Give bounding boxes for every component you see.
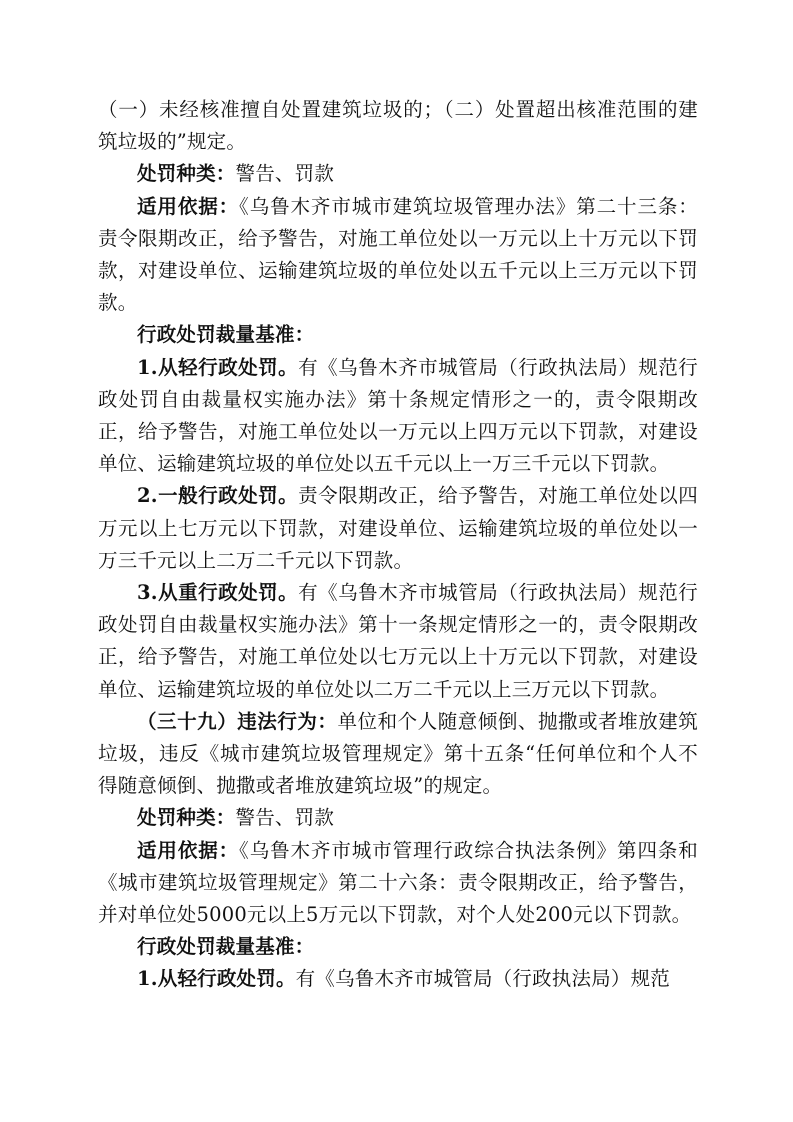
paragraph-continuation (98, 94, 698, 158)
paragraph-legal-basis (98, 191, 698, 320)
paragraph-discretion-heading (98, 931, 698, 963)
paragraph-legal-basis (98, 835, 698, 932)
paragraph-text: 警告、罚款 (235, 806, 335, 830)
paragraph-text: 责令限期改正，给予警告，对施工单位处以四万元以上七万元以下罚款，对建设单位、运输建筑垃圾的单位处以一万三千元以上二万二千元以下罚款。 (98, 484, 698, 572)
paragraph-heading: 行政处罚裁量基准： (137, 935, 315, 959)
paragraph-violation (98, 706, 698, 803)
paragraph-text: 有《乌鲁木齐市城管局（行政执法局）规范行政处罚自由裁量权实施办法》第十一条规定情形之一的，责令限期改正，给予警告，对施工单位处以七万元以上十万元以下罚款，对建设单位、运输建筑垃圾的单位处以二万二千元以上三万元以下罚款。 (98, 581, 698, 701)
paragraph-heading: 1.从轻行政处罚。 (137, 967, 296, 991)
paragraph-penalty-type (98, 158, 698, 190)
paragraph-heading: 2.一般行政处罚。 (137, 484, 299, 508)
paragraph-text: （一）未经核准擅自处置建筑垃圾的；（二）处置超出核准范围的建筑垃圾的”规定。 (98, 98, 698, 154)
paragraph-lenient-penalty (98, 963, 698, 995)
paragraph-text: 《乌鲁木齐市城市建筑垃圾管理办法》第二十三条：责令限期改正，给予警告，对施工单位处以一万元以上十万元以下罚款，对建设单位、运输建筑垃圾的单位处以五千元以上三万元以下罚款。 (98, 194, 698, 315)
paragraph-heading: 适用依据： (137, 194, 240, 218)
document-page (98, 94, 698, 996)
paragraph-text: 《乌鲁木齐市城市管理行政综合执法条例》第四条和《城市建筑垃圾管理规定》第二十六条：责令限期改正，给予警告，并对单位处5000元以上5万元以下罚款，对个人处200元以下罚款。 (98, 838, 698, 927)
paragraph-heading: （三十九）违法行为： (137, 709, 338, 733)
paragraph-text: 警告、罚款 (235, 162, 335, 186)
paragraph-text: 单位和个人随意倾倒、抛撒或者堆放建筑垃圾，违反《城市建筑垃圾管理规定》第十五条“任何单位和个人不得随意倾倒、抛撒或者堆放建筑垃圾”的规定。 (98, 709, 698, 798)
paragraph-heading: 行政处罚裁量基准： (137, 323, 315, 347)
paragraph-heavy-penalty (98, 577, 698, 706)
paragraph-penalty-type (98, 802, 698, 834)
paragraph-heading: 处罚种类： (137, 162, 236, 186)
paragraph-heading: 适用依据： (137, 838, 240, 862)
paragraph-discretion-heading (98, 319, 698, 351)
paragraph-text: 有《乌鲁木齐市城管局（行政执法局）规范 (295, 967, 670, 991)
paragraph-heading: 1.从轻行政处罚。 (137, 355, 299, 379)
paragraph-heading: 3.从重行政处罚。 (137, 581, 299, 605)
paragraph-lenient-penalty (98, 352, 698, 481)
paragraph-text: 有《乌鲁木齐市城管局（行政执法局）规范行政处罚自由裁量权实施办法》第十条规定情形之一的，责令限期改正，给予警告，对施工单位处以一万元以上四万元以下罚款，对建设单位、运输建筑垃圾的单位处以五千元以上一万三千元以下罚款。 (98, 355, 698, 476)
paragraph-heading: 处罚种类： (137, 806, 236, 830)
paragraph-general-penalty (98, 480, 698, 577)
